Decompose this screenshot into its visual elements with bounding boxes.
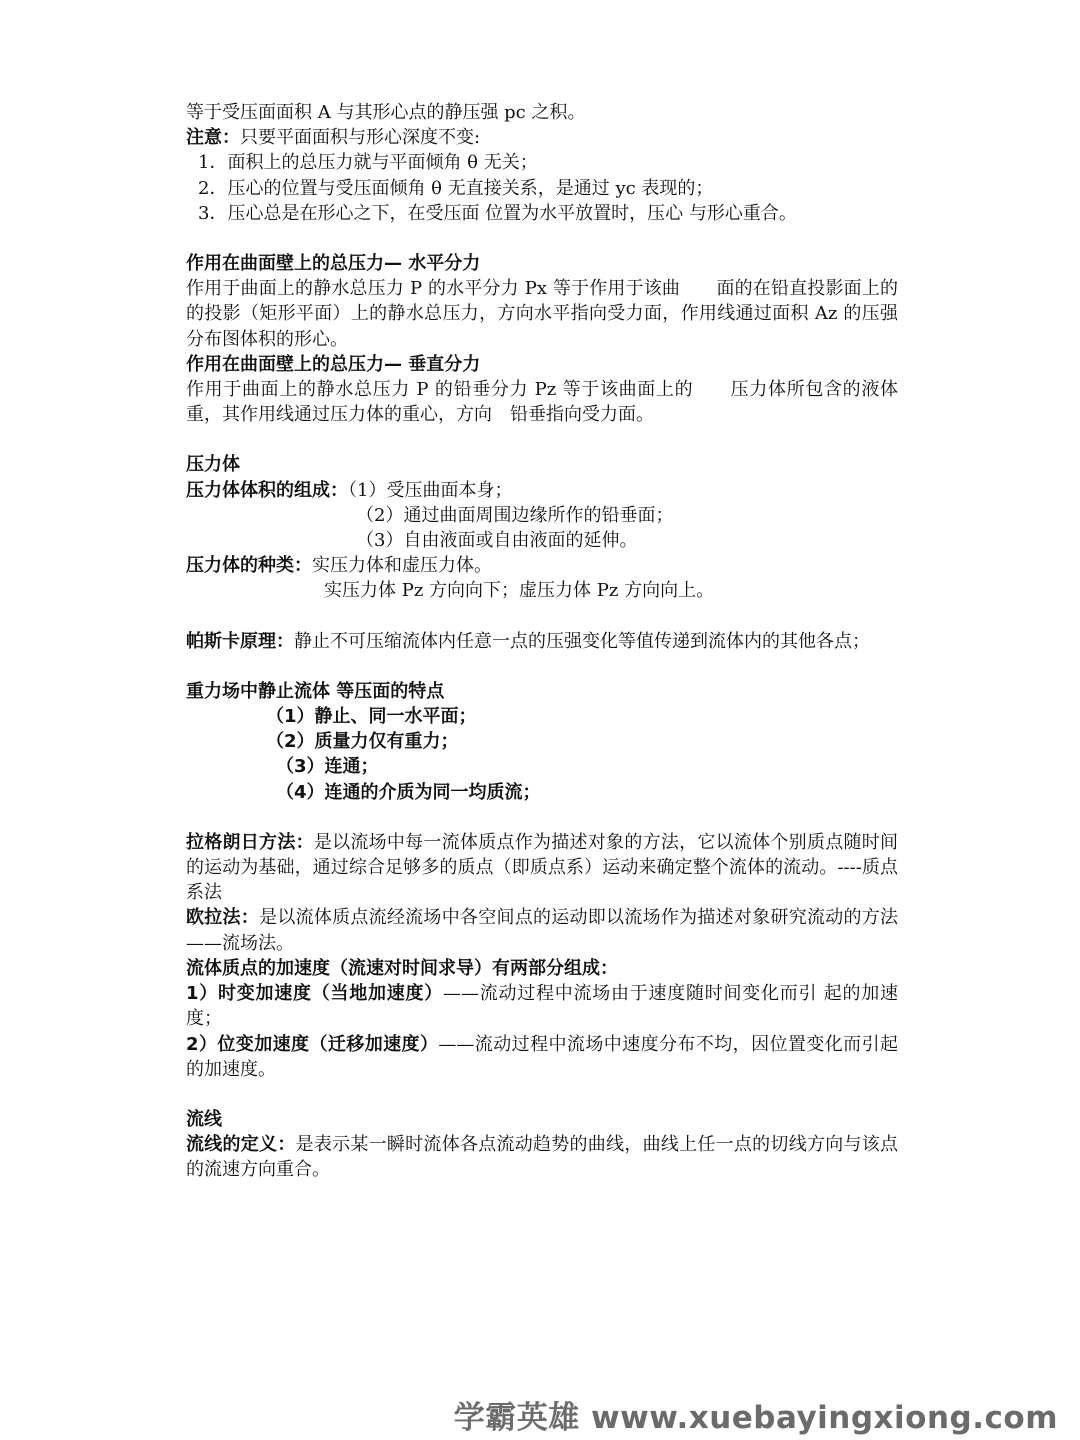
streamline-def-label: 流线的定义：: [186, 1134, 296, 1156]
spacer: [186, 604, 898, 629]
heading-streamline: 流线: [186, 1108, 222, 1130]
heading-pressure-body: 压力体: [186, 454, 240, 476]
streamline-def-text: 是表示某一瞬时流体各点流动趋势的曲线，曲线上任一点的切线方向与该点的流速方向重合。: [186, 1134, 899, 1181]
acceleration-local: [186, 981, 898, 1031]
spacer: [186, 427, 898, 452]
note-item-2: 2．压心的位置与受压面倾角 θ 无直接关系，是通过 yc 表现的；: [198, 177, 714, 199]
heading-isobaric: 重力场中静止流体 等压面的特点: [186, 680, 445, 702]
acceleration-convective: [186, 1032, 898, 1082]
paragraph-curved-horizontal: 作用于曲面上的静水总压力 P 的水平分力 Px 等于作用于该曲 面的在铅直投影面上的的投影（矩形平面）上的静水总压力，方向水平指向受力面，作用线通过面积 Az 的压强分布图体积的形心。: [186, 278, 899, 350]
kinds-text: 实压力体和虚压力体。: [312, 555, 492, 577]
lagrange-label: 拉格朗日方法：: [186, 831, 314, 853]
heading-curved-vertical: 作用在曲面壁上的总压力— 垂直分力: [186, 353, 481, 375]
pascal-paragraph: [186, 629, 898, 654]
intro-line: 等于受压面面积 A 与其形心点的静压强 pc 之积。: [186, 102, 586, 123]
acceleration-convective-text: ——流动过程中流场中速度分布不均，因位置变化而引起的加速度。: [186, 1033, 899, 1080]
pascal-text: 静止不可压缩流体内任意一点的压强变化等值传递到流体内的其他各点；: [294, 630, 870, 652]
document-page: [186, 100, 898, 1183]
euler-paragraph: [186, 905, 898, 955]
kinds-direction: 实压力体 Pz 方向向下；虚压力体 Pz 方向向上。: [324, 580, 715, 602]
paragraph-curved-vertical: 作用于曲面上的静水总压力 P 的铅垂分力 Pz 等于该曲面上的 压力体所包含的液体重，其作用线通过压力体的重心，方向 铅垂指向受力面。: [186, 379, 898, 426]
note-line: [186, 125, 898, 150]
kinds-label: 压力体的种类：: [186, 555, 312, 577]
composition-item-3: （3）自由液面或自由液面的延伸。: [356, 530, 638, 552]
composition-item-2: （2）通过曲面周围边缘所作的铅垂面；: [356, 504, 674, 526]
note-text: 只要平面面积与形心深度不变:: [240, 127, 481, 149]
isobaric-item-3: （3）连通；: [276, 756, 379, 778]
lagrange-paragraph: [186, 830, 898, 906]
spacer: [186, 654, 898, 679]
spacer: [186, 805, 898, 830]
heading-acceleration: 流体质点的加速度（流速对时间求导）有两部分组成：: [186, 957, 618, 979]
lagrange-text: 是以流场中每一流体质点作为描述对象的方法，它以流体个别质点随时间的运动为基础，通过综合足够多的质点（即质点系）运动来确定整个流体的流动。----质点系法: [186, 831, 898, 904]
isobaric-item-2: （2）质量力仅有重力；: [266, 731, 459, 753]
streamline-definition: [186, 1132, 898, 1182]
isobaric-item-4: （4）连通的介质为同一均质流；: [276, 781, 541, 803]
composition-item-1: （1）受压曲面本身；: [348, 479, 513, 501]
pascal-label: 帕斯卡原理：: [186, 630, 294, 652]
euler-text: 是以流体质点流经流场中各空间点的运动即以流场作为描述对象研究流动的方法——流场法。: [186, 907, 899, 954]
composition-label: 压力体体积的组成：: [186, 479, 348, 501]
note-item-1: 1．面积上的总压力就与平面倾角 θ 无关；: [198, 152, 538, 174]
euler-label: 欧拉法：: [186, 907, 260, 929]
spacer: [186, 226, 898, 251]
isobaric-item-1: （1）静止、同一水平面；: [266, 706, 477, 728]
kinds-line: [186, 553, 898, 578]
acceleration-local-label: 1）时变加速度（当地加速度）: [186, 983, 444, 1005]
heading-curved-horizontal: 作用在曲面壁上的总压力— 水平分力: [186, 253, 481, 275]
acceleration-convective-label: 2）位变加速度（迁移加速度）: [186, 1033, 439, 1055]
site-watermark: 学霸英雄 www.xuebayingxiong.com: [453, 1400, 1058, 1436]
note-item-3: 3．压心总是在形心之下，在受压面 位置为水平放置时，压心 与形心重合。: [198, 202, 797, 224]
composition-line: [186, 478, 898, 503]
acceleration-local-text: ——流动过程中流场由于速度随时间变化而引 起的加速度；: [186, 983, 898, 1030]
spacer: [186, 1082, 898, 1107]
note-label: 注意：: [186, 127, 240, 149]
